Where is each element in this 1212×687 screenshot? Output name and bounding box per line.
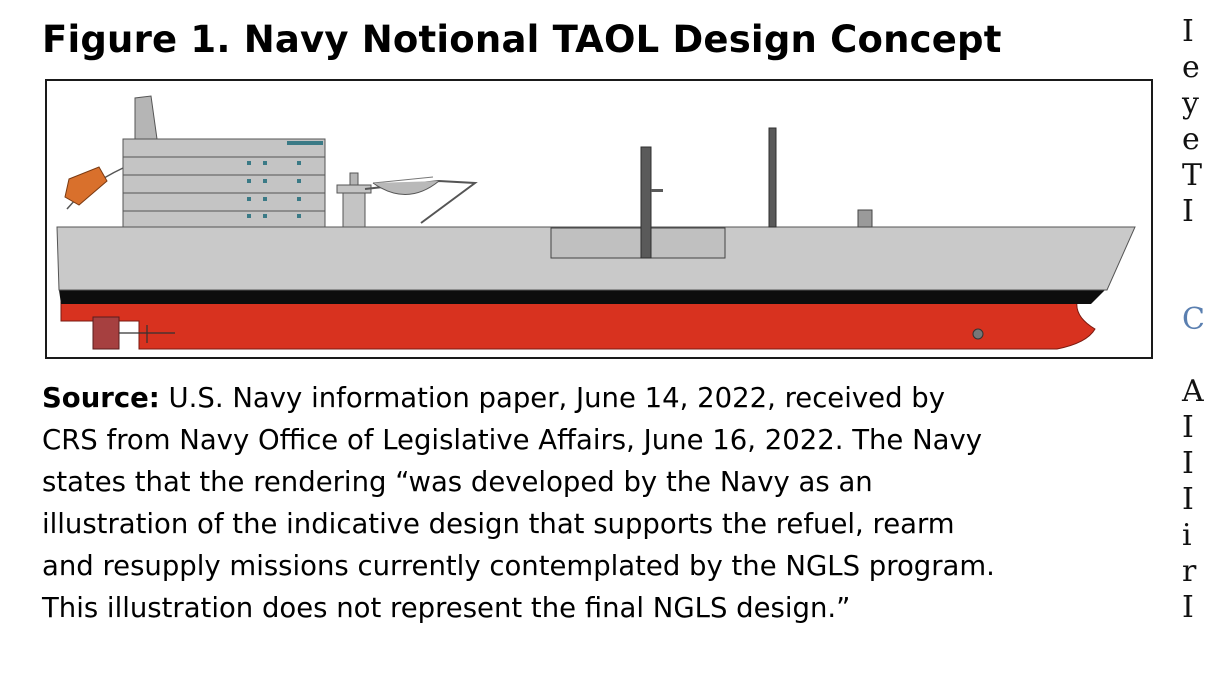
caption-line-3: states that the rendering “was developed by the Navy as an: [42, 466, 873, 498]
deck-recess: [551, 228, 725, 258]
hull-red-underwater: [61, 302, 1095, 349]
edge-letter: [1182, 338, 1212, 374]
bow-thruster: [973, 329, 983, 339]
adjacent-column-edge: [1182, 14, 1212, 626]
edge-letter: I: [1182, 14, 1194, 49]
figure-frame: [45, 79, 1153, 359]
edge-letter: i: [1182, 518, 1192, 553]
rudder: [93, 317, 119, 349]
caption-line-1-text: U.S. Navy information paper, June 14, 2022, received by: [168, 382, 945, 414]
funnel: [135, 96, 157, 139]
caption-line-1: [42, 377, 1132, 419]
edge-letter: [1182, 230, 1212, 266]
caption-line-2: CRS from Navy Office of Legislative Affairs, June 16, 2022. The Navy: [42, 424, 983, 456]
edge-letter: I: [1182, 446, 1194, 481]
edge-letter: e: [1182, 50, 1200, 85]
ship-illustration: [47, 81, 1151, 357]
caption-line-6: This illustration does not represent the final NGLS design.”: [42, 592, 851, 624]
caption-line-5: and resupply missions currently contemplated by the NGLS program.: [42, 550, 995, 582]
source-caption: [42, 377, 1132, 629]
edge-letter: I: [1182, 482, 1194, 517]
fore-mast: [769, 128, 776, 227]
source-label: Source:: [42, 382, 160, 414]
caption-line-4: illustration of the indicative design that supports the refuel, rearm: [42, 508, 955, 540]
edge-letter: r: [1182, 554, 1197, 589]
center-kingpost: [641, 147, 651, 258]
deck-vent: [858, 210, 872, 227]
edge-letter: y: [1182, 86, 1199, 121]
edge-letter: C: [1182, 302, 1205, 337]
figure-title: Figure 1. Navy Notional TAOL Design Concept: [42, 18, 1002, 61]
edge-letter: T: [1182, 158, 1203, 193]
edge-letter: I: [1182, 194, 1194, 229]
kingpost-arm: [651, 189, 663, 192]
crane: [337, 173, 475, 227]
lifeboat: [65, 167, 107, 205]
edge-letter: A: [1182, 374, 1204, 409]
hull-boot-stripe: [59, 290, 1105, 304]
edge-letter: I: [1182, 590, 1194, 625]
edge-letter: I: [1182, 410, 1194, 445]
superstructure: [123, 139, 325, 227]
edge-letter: e: [1182, 122, 1200, 157]
edge-letter: [1182, 266, 1212, 302]
